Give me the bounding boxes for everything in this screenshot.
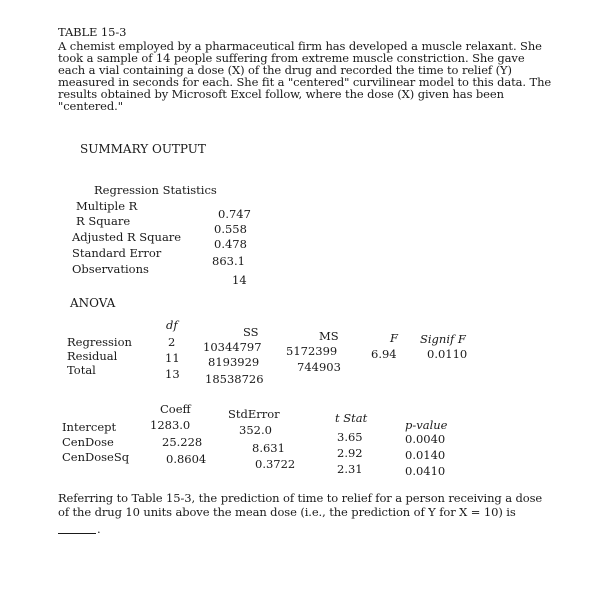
stat-value-observations: 14 xyxy=(232,273,247,287)
stat-label-adjusted-r-square: Adjusted R Square xyxy=(72,230,182,244)
coef-value-cendosesq: 0.8604 xyxy=(166,452,207,466)
intro-line: results obtained by Microsoft Excel follow, where the dose (X) given has been xyxy=(58,87,504,101)
anova-header-df: df xyxy=(166,318,178,332)
intro-line: "centered." xyxy=(58,99,123,113)
coef-stderror-cendosesq: 0.3722 xyxy=(255,457,296,471)
anova-row-label-residual: Residual xyxy=(67,349,118,363)
question-line: Referring to Table 15-3, the prediction of time to relief for a person receiving a dose xyxy=(58,491,543,505)
coef-header-stderror: StdError xyxy=(228,407,280,421)
coef-row-label-intercept: Intercept xyxy=(62,420,117,434)
coef-header-p-value: p-value xyxy=(405,418,448,432)
anova-ss-total: 18538726 xyxy=(205,372,264,386)
coef-p-value-intercept: 0.0040 xyxy=(405,432,446,446)
coef-header-t-stat: t Stat xyxy=(335,411,368,425)
coef-stderror-cendose: 8.631 xyxy=(252,441,285,455)
stat-label-multiple-r: Multiple R xyxy=(76,199,138,213)
anova-ms-residual: 744903 xyxy=(297,360,341,374)
stat-value-standard-error: 863.1 xyxy=(212,254,245,268)
coef-p-value-cendosesq: 0.0410 xyxy=(405,464,446,478)
anova-ss-regression: 10344797 xyxy=(203,340,262,354)
summary-title: SUMMARY OUTPUT xyxy=(80,142,206,156)
stat-value-adjusted-r-square: 0.478 xyxy=(214,237,247,251)
coef-value-intercept: 1283.0 xyxy=(150,418,191,432)
anova-df-total: 13 xyxy=(165,367,180,381)
coef-value-cendose: 25.228 xyxy=(162,435,203,449)
anova-title: ANOVA xyxy=(70,296,116,310)
anova-signif-f-regression: 0.0110 xyxy=(427,347,468,361)
anova-row-label-regression: Regression xyxy=(67,335,132,349)
anova-ms-regression: 5172399 xyxy=(286,344,338,358)
intro-line: measured in seconds for each. She fit a "centered" curvilinear model to this data. The xyxy=(58,75,552,89)
anova-row-label-total: Total xyxy=(67,363,96,377)
coef-row-label-cendosesq: CenDoseSq xyxy=(62,450,130,464)
stat-label-observations: Observations xyxy=(72,262,149,276)
coef-row-label-cendose: CenDose xyxy=(62,435,114,449)
stat-label-standard-error: Standard Error xyxy=(72,246,162,260)
question-line: of the drug 10 units above the mean dose (i.e., the prediction of Y for X = 10) is xyxy=(58,505,516,519)
anova-header-f: F xyxy=(390,331,398,345)
stat-value-r-square: 0.558 xyxy=(214,222,247,236)
coef-t-stat-cendosesq: 2.31 xyxy=(337,462,363,476)
intro-line: A chemist employed by a pharmaceutical firm has developed a muscle relaxant. She xyxy=(58,39,542,53)
anova-header-signif-f: Signif F xyxy=(420,332,466,346)
stat-label-r-square: R Square xyxy=(76,214,131,228)
anova-header-ms: MS xyxy=(319,329,339,343)
table-label: TABLE 15-3 xyxy=(58,25,127,39)
anova-df-regression: 2 xyxy=(168,335,176,349)
coef-t-stat-intercept: 3.65 xyxy=(337,430,363,444)
anova-df-residual: 11 xyxy=(165,351,180,365)
coef-stderror-intercept: 352.0 xyxy=(239,423,272,437)
answer-blank xyxy=(58,533,96,534)
intro-line: took a sample of 14 people suffering from extreme muscle constriction. She gave xyxy=(58,51,525,65)
anova-ss-residual: 8193929 xyxy=(208,355,260,369)
anova-f-regression: 6.94 xyxy=(371,347,397,361)
anova-header-ss: SS xyxy=(243,325,259,339)
question-end-period: . xyxy=(97,522,101,536)
coef-p-value-cendose: 0.0140 xyxy=(405,448,446,462)
coef-t-stat-cendose: 2.92 xyxy=(337,446,363,460)
stat-value-multiple-r: 0.747 xyxy=(218,207,251,221)
regression-statistics-title: Regression Statistics xyxy=(94,183,217,197)
coef-header-coeff: Coeff xyxy=(160,402,191,416)
intro-line: each a vial containing a dose (X) of the drug and recorded the time to relief (Y) xyxy=(58,63,512,77)
